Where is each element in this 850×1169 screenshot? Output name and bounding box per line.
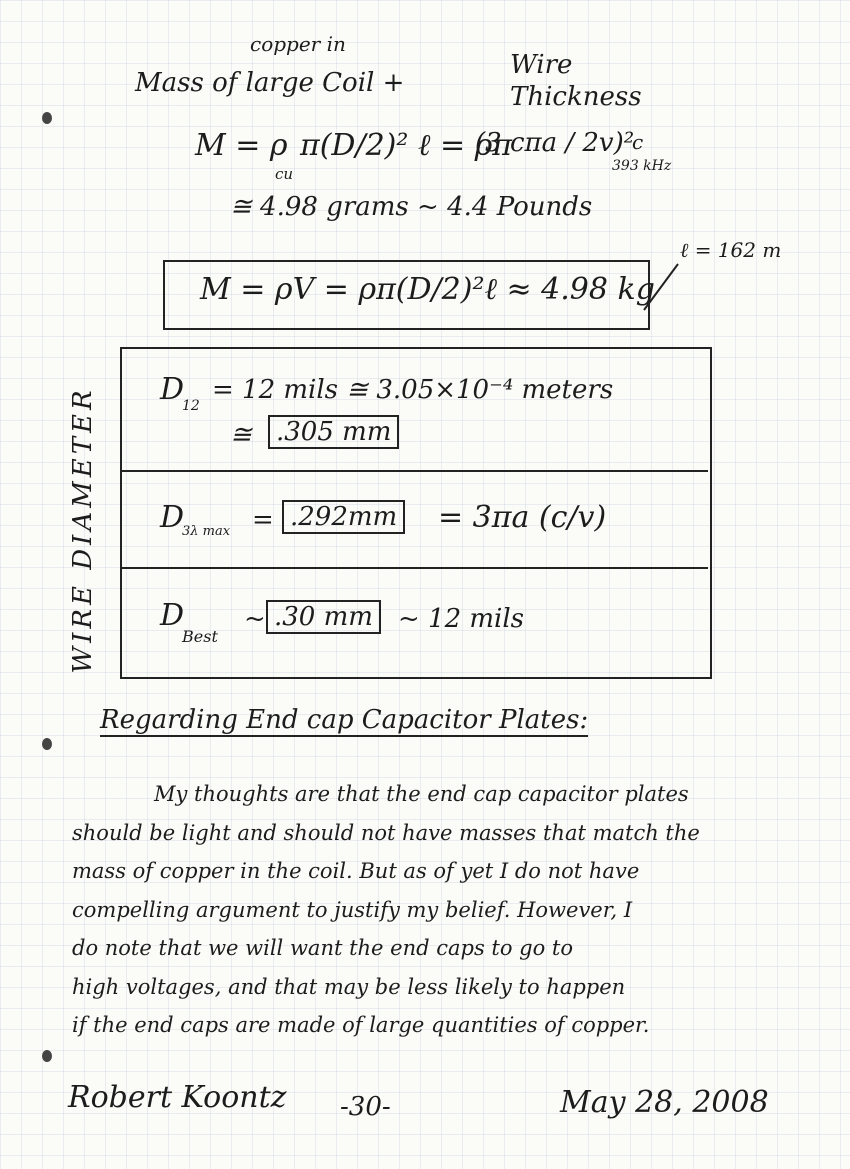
paragraph-line: do note that we will want the end caps to go to: [72, 936, 573, 960]
mass-approx-line: ≅ 4.98 grams ~ 4.4 Pounds: [230, 192, 593, 222]
length-annotation: ℓ = 162 m: [680, 238, 782, 262]
date: May 28, 2008: [560, 1085, 769, 1120]
paragraph-line: mass of copper in the coil. But as of yet I do not have: [72, 859, 640, 883]
heading-title: Mass of large Coil +: [135, 68, 405, 98]
mass-equation-sub: cu: [275, 165, 294, 183]
heading-wire: Wire: [510, 50, 573, 80]
section-title: Regarding End cap Capacitor Plates:: [100, 705, 589, 735]
page-number: -30-: [340, 1092, 391, 1122]
wire-diameter-label: WIRE DIAMETER: [68, 386, 98, 674]
row3-boxed-value: .30 mm: [266, 600, 381, 634]
row2-symbol: D: [160, 500, 185, 535]
row3-symbol: D: [160, 598, 185, 633]
row3-prefix: ~: [244, 604, 266, 634]
row1-boxed-value: .305 mm: [268, 415, 399, 449]
table-divider: [120, 567, 708, 569]
body-paragraph: [72, 775, 762, 1045]
mass-equation-left: M = ρ: [195, 128, 288, 163]
author-signature: Robert Koontz: [68, 1080, 287, 1115]
row3-sub: Best: [182, 627, 218, 646]
mass-equation-tail-top: c: [632, 130, 644, 154]
mass-equation-tail-bottom: 393 kHz: [612, 158, 672, 174]
binder-hole: [42, 112, 52, 124]
binder-hole: [42, 738, 52, 750]
paragraph-line: should be light and should not have masses that match the: [72, 820, 700, 845]
heading-insert: copper in: [250, 32, 346, 56]
binder-hole: [42, 1050, 52, 1062]
row1-symbol: D: [160, 372, 185, 407]
row1-approx: ≅: [230, 420, 252, 450]
row2-boxed-value: .292mm: [282, 500, 405, 534]
paragraph-line: high voltages, and that may be less likely to happen: [72, 974, 626, 999]
row2-text: = 3πa (c/v): [438, 500, 607, 535]
row2-sub: 3λ max: [182, 524, 231, 539]
annotation-arrow-icon: [640, 262, 680, 312]
table-divider: [120, 470, 708, 472]
paragraph-line: My thoughts are that the end cap capacitor plates: [154, 782, 689, 806]
boxed-mass-text: M = ρV = ρπ(D/2)²ℓ ≈ 4.98 kg: [200, 272, 655, 307]
row1-text: = 12 mils ≅ 3.05×10⁻⁴ meters: [212, 375, 614, 405]
paragraph-line: if the end caps are made of large quantities of copper.: [72, 1013, 650, 1037]
mass-equation-frac: (3 cπa / 2v)²: [475, 128, 635, 158]
mass-equation-mid: π(D/2)² ℓ = ρπ: [300, 128, 512, 163]
row3-text: ~ 12 mils: [398, 604, 525, 634]
heading-thickness: Thickness: [510, 82, 642, 112]
row2-prefix: =: [252, 505, 274, 535]
paragraph-line: compelling argument to justify my belief. However, I: [72, 897, 633, 922]
row1-sub: 12: [182, 398, 200, 414]
